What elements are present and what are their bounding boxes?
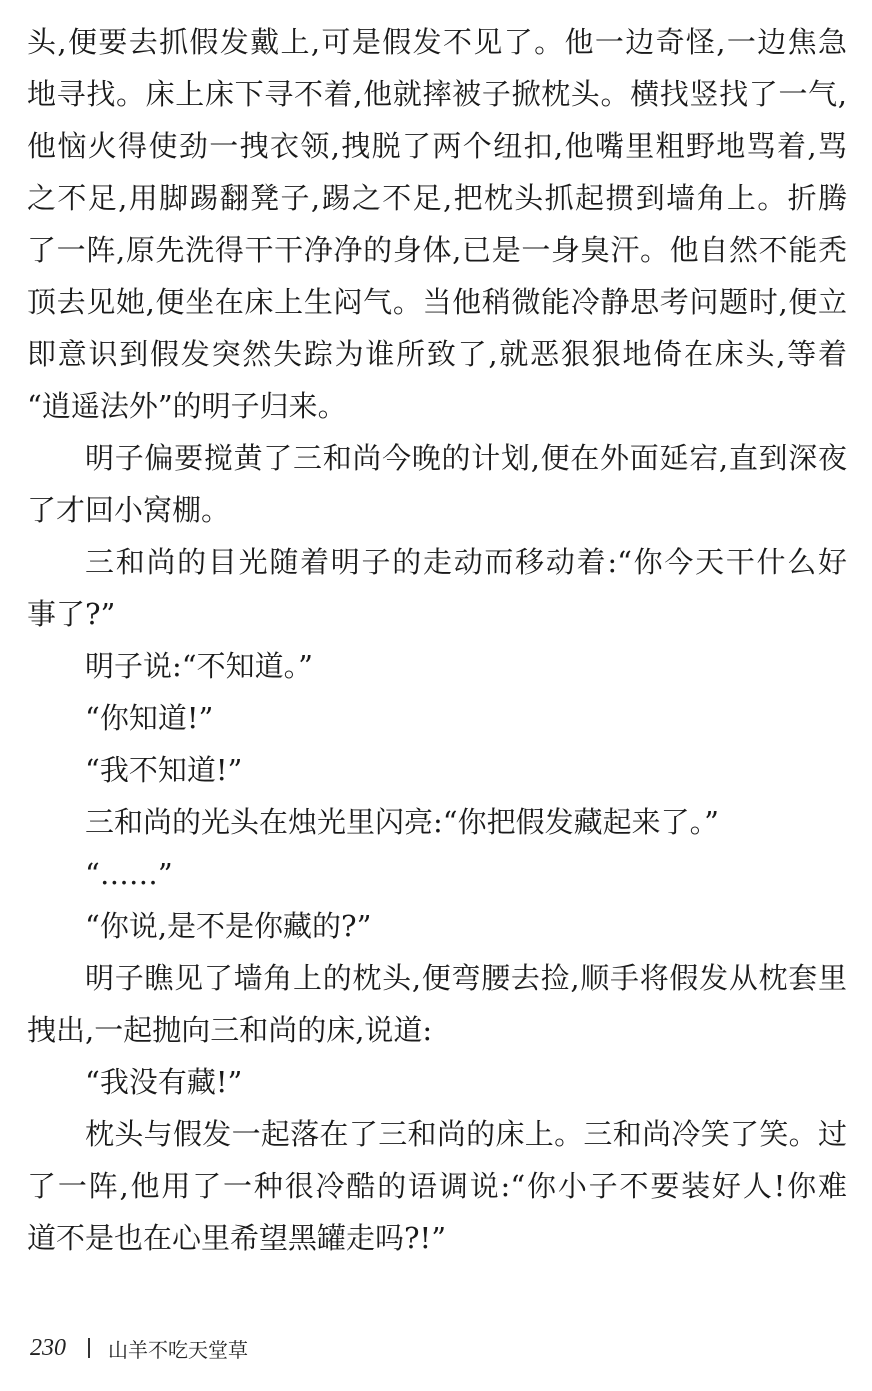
text-line: 三和尚的目光随着明子的走动而移动着:“你今天干什么好 [85, 545, 847, 579]
text-line: 拽出,一起抛向三和尚的床,说道: [27, 1013, 433, 1047]
text-line: 了一阵,原先洗得干干净净的身体,已是一身臭汗。他自然不能秃 [27, 233, 847, 267]
text-line: 枕头与假发一起落在了三和尚的床上。三和尚冷笑了笑。过 [85, 1117, 847, 1151]
text-line: 明子偏要搅黄了三和尚今晚的计划,便在外面延宕,直到深夜 [85, 441, 847, 475]
text-line: “我不知道!” [85, 753, 243, 787]
footer-divider [88, 1338, 90, 1358]
text-line: 头,便要去抓假发戴上,可是假发不见了。他一边奇怪,一边焦急 [27, 25, 847, 59]
page-number: 230 [30, 1334, 66, 1361]
text-line: 地寻找。床上床下寻不着,他就摔被子掀枕头。横找竖找了一气, [27, 77, 847, 111]
text-line: “我没有藏!” [85, 1065, 243, 1099]
text-line: 即意识到假发突然失踪为谁所致了,就恶狠狠地倚在床头,等着 [27, 337, 847, 371]
book-title: 山羊不吃天堂草 [108, 1337, 248, 1362]
text-line: 他恼火得使劲一拽衣领,拽脱了两个纽扣,他嘴里粗野地骂着,骂 [27, 129, 847, 163]
page-footer [30, 1330, 248, 1366]
text-line: 了一阵,他用了一种很冷酷的语调说:“你小子不要装好人!你难 [27, 1169, 847, 1203]
text-line: 明子瞧见了墙角上的枕头,便弯腰去捡,顺手将假发从枕套里 [85, 961, 847, 995]
text-line: 顶去见她,便坐在床上生闷气。当他稍微能冷静思考问题时,便立 [27, 285, 847, 319]
text-line: “你知道!” [85, 701, 214, 735]
text-line: 事了?” [27, 597, 116, 631]
text-line: 三和尚的光头在烛光里闪亮:“你把假发藏起来了。” [85, 805, 719, 839]
text-line: 明子说:“不知道。” [85, 649, 313, 683]
text-line: 之不足,用脚踢翻凳子,踢之不足,把枕头抓起掼到墙角上。折腾 [27, 181, 847, 215]
text-line: 道不是也在心里希望黑罐走吗?!” [27, 1221, 447, 1255]
text-line: “你说,是不是你藏的?” [85, 909, 372, 943]
text-line: “逍遥法外”的明子归来。 [27, 389, 347, 423]
text-line: 了才回小窝棚。 [27, 493, 231, 527]
body-text [27, 16, 847, 1264]
text-line: “……” [85, 857, 173, 891]
